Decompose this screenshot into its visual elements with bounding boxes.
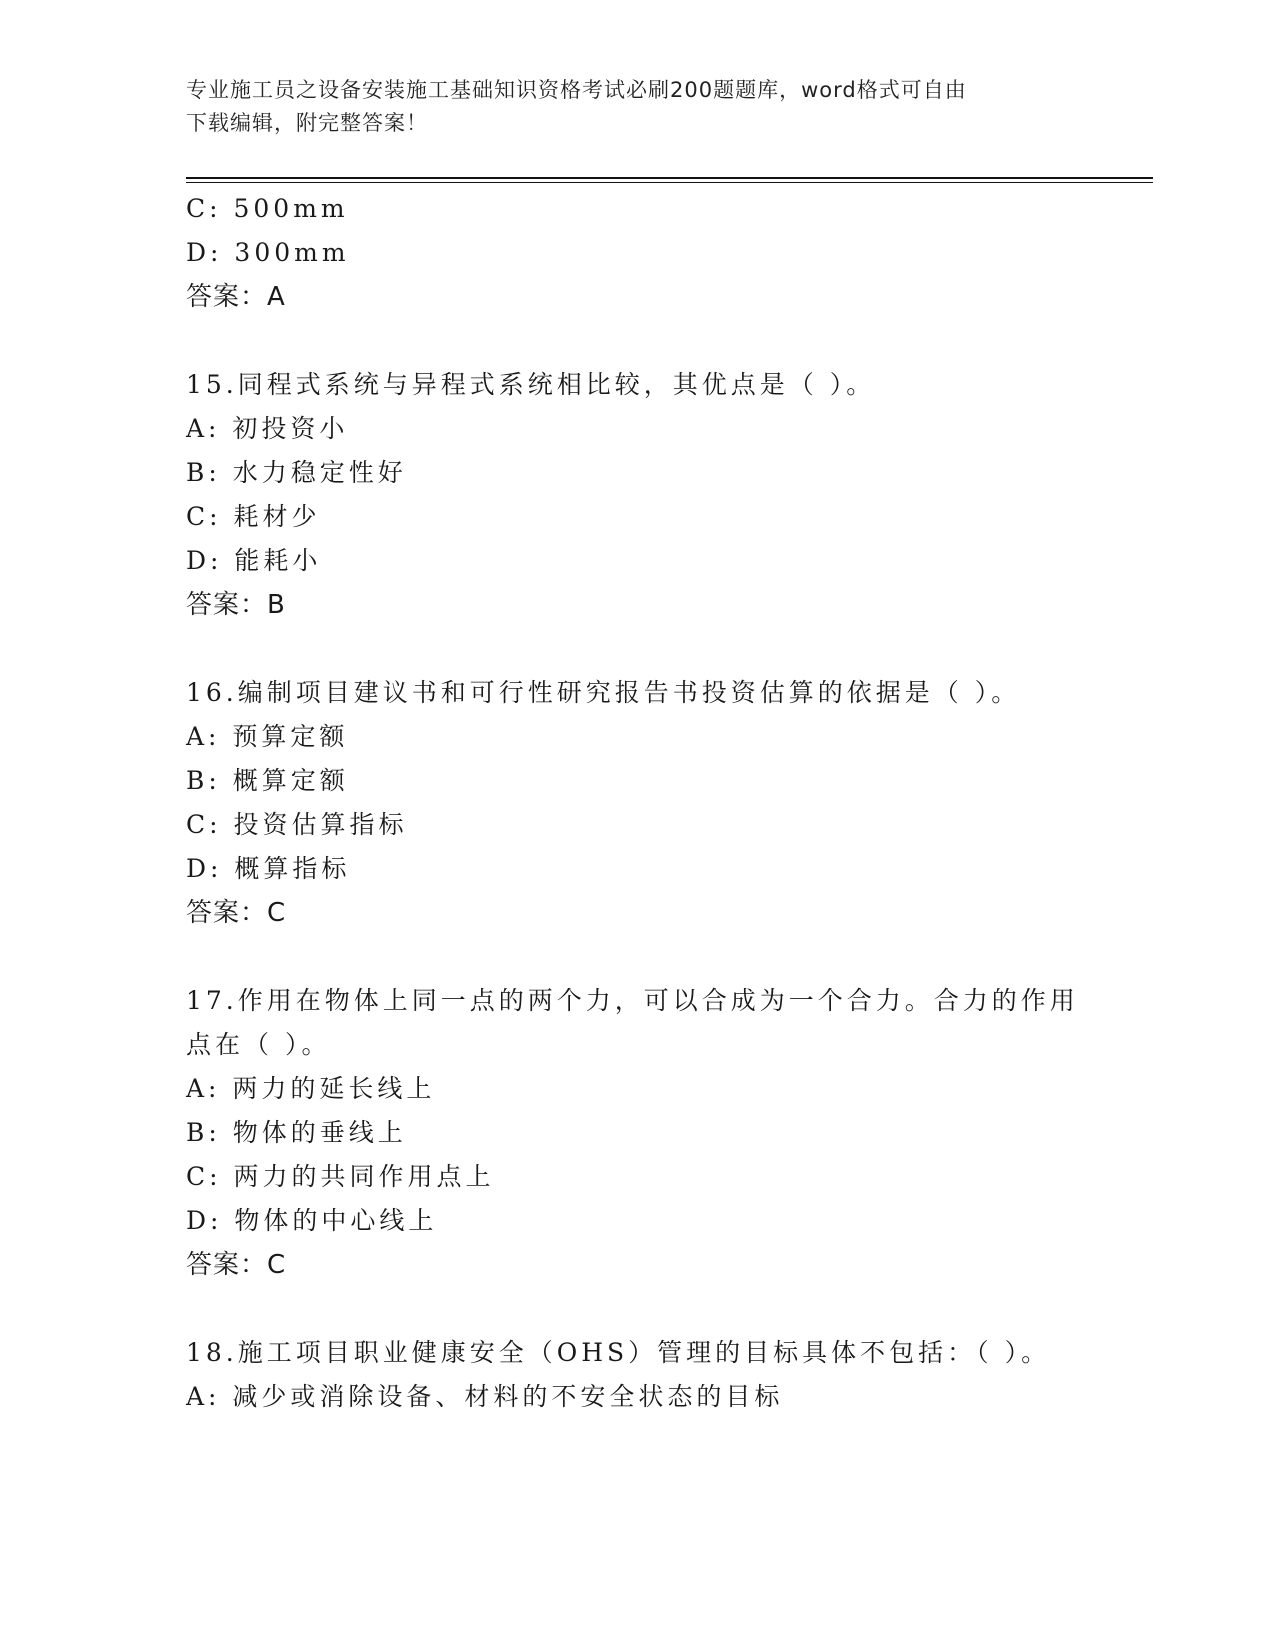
question-15: 15.同程式系统与异程式系统相比较，其优点是（ ）。 [186,370,876,399]
option-a: A: 初投资小 [186,414,349,443]
answer-line: 答案：C [186,898,287,928]
answer-line: 答案：B [186,590,286,620]
option-c: C: 500mm [186,194,349,223]
option-d: D: 300mm [186,238,350,267]
option-d: D: 能耗小 [186,546,322,575]
option-d: D: 物体的中心线上 [186,1206,438,1235]
option-c: C: 投资估算指标 [186,810,408,839]
header-line-1: 专业施工员之设备安装施工基础知识资格考试必刷200题题库，word格式可自由 [186,78,967,102]
header-line-2: 下载编辑，附完整答案！ [186,111,428,135]
answer-line: 答案：A [186,282,286,312]
question-17: 17.作用在物体上同一点的两个力，可以合成为一个合力。合力的作用 [186,986,1079,1015]
option-a: A: 减少或消除设备、材料的不安全状态的目标 [186,1382,784,1411]
option-b: B: 概算定额 [186,766,349,795]
option-d: D: 概算指标 [186,854,351,883]
option-a: A: 预算定额 [186,722,349,751]
option-c: C: 耗材少 [186,502,321,531]
header-rule-thin [186,182,1153,183]
question-17-continued: 点在（ ）。 [186,1030,331,1059]
option-c: C: 两力的共同作用点上 [186,1162,495,1191]
option-b: B: 物体的垂线上 [186,1118,407,1147]
question-16: 16.编制项目建议书和可行性研究报告书投资估算的依据是（ ）。 [186,678,1021,707]
question-18: 18.施工项目职业健康安全（OHS）管理的目标具体不包括：（ ）。 [186,1338,1051,1367]
answer-line: 答案：C [186,1250,287,1280]
header-rule-thick [186,177,1153,179]
document-header [186,74,1086,140]
option-a: A: 两力的延长线上 [186,1074,436,1103]
option-b: B: 水力稳定性好 [186,458,407,487]
